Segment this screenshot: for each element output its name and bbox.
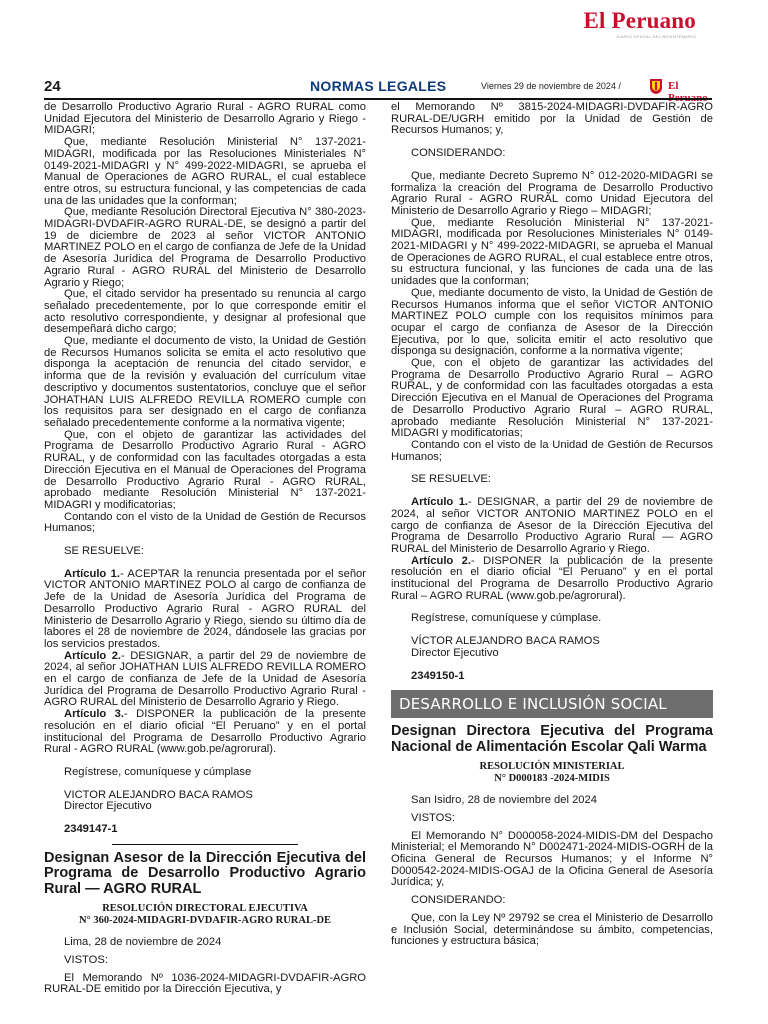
header-logo-text: El xyxy=(668,80,679,92)
el-peruano-logo: El Peruano xyxy=(583,8,696,33)
article-2 xyxy=(391,556,713,603)
paragraph: Que, con la Ley Nº 29792 se crea el Ministerio de Desarrollo e Inclusión Social, determinándose su ámbito, competencias, funciones y estructura básica; xyxy=(391,911,713,948)
paragraph: El Memorando N° D000058-2024-MIDIS-DM del Despacho Ministerial; el Memorando N° D002471-2024-MIDIS-OGRH de la Oficina General de Recursos Humanos; y el Informe N° D000542-2024-MIDIS-OGAJ de la Oficina General de Asesoría Jurídica; y, xyxy=(391,829,713,889)
article-3 xyxy=(44,709,366,756)
document-number: 2349147-1 xyxy=(64,823,118,836)
resolution-number: N° 360-2024-MIDAGRI-DVDAFIR-AGRO RURAL-DE xyxy=(78,914,332,926)
article-1 xyxy=(391,497,713,556)
paragraph: Contando con el visto de la Unidad de Gestión de Recursos Humanos; xyxy=(44,510,366,535)
article-label: Artículo 2. xyxy=(411,554,472,567)
article-label: Artículo 2. xyxy=(64,649,122,662)
article-text: - DESIGNAR, a partir del 29 de noviembre de 2024, al señor VICTOR ANTONIO MARTINEZ POLO en el cargo de confianza de Asesor de la Dirección Ejecutiva del Programa de Desarrollo Productivo Agrario Rural — AGRO RURAL del Ministerio de Desarrollo Agrario y Riego. xyxy=(391,496,713,555)
paragraph: Que, mediante Resolución Ministerial N° 137-2021-MIDAGRI, modificada por Resoluciones Ministeriales N° 0149-2021-MIDAGRI y N° 499-2022-MIDAGRI, se aprueba el Manual de Operaciones de AGRO RURAL, el cual establece entre otros, su estructura funcional, y las funciones de cada una de las unidades que la conforman; xyxy=(391,216,713,288)
place-date: Lima, 28 de noviembre de 2024 xyxy=(64,936,222,949)
article-text: - ACEPTAR la renuncia presentada por el señor VICTOR ANTONIO MARTINEZ POLO al cargo de confianza de Jefe de la Unidad de Asesoría Jurídica del Programa de Desarrollo Productivo Agrario Rural - AGRO RURAL del Ministerio de Desarrollo Agrario y Riego, siendo su último día de labores el 28 de noviembre de 2024, dándosele las gracias por los servicios prestados. xyxy=(44,567,367,650)
paragraph: Que, con el objeto de garantizar las actividades del Programa de Desarrollo Productivo Agrario Rural - AGRO RURAL, y de conformidad con las facultades otorgadas a esta Dirección Ejecutiva en el Manual de Operaciones del Programa de Desarrollo Productivo Agrario Rural - AGRO RURAL, aprobado mediante Resolución Ministerial N° 137-2021-MIDAGRI y modificatorias; xyxy=(44,428,366,511)
closing-formula: Regístrese, comuníquese y cúmplase. xyxy=(411,612,602,625)
paragraph: Que, mediante Resolución Ministerial N° 137-2021-MIDAGRI, modificada por las Resoluciones Ministeriales N° 0149-2021-MIDAGRI y N° 499-2022-MIDAGRI, se aprueba el Manual de Operaciones de AGRO RURAL, el cual establece entre otros, su estructura funcional, y las competencias de cada una de las unidades que la conforman; xyxy=(44,136,366,207)
section-banner: DESARROLLO E INCLUSIÓN SOCIAL xyxy=(391,690,713,718)
coat-of-arms-icon xyxy=(647,77,665,95)
paragraph: Que, mediante documento de visto, la Unidad de Gestión de Recursos Humanos informa que el señor VICTOR ANTONIO MARTINEZ POLO cumple con los requisitos mínimos para ocupar el cargo de confianza de Asesor de la Dirección Ejecutiva, por lo que, solicita emitir el acto resolutivo que disponga su designación, conforme a la normativa vigente; xyxy=(391,286,713,358)
document-title: Designan Directora Ejecutiva del Programa Nacional de Alimentación Escolar Qali Warma xyxy=(391,723,713,755)
place-date: San Isidro, 28 de noviembre del 2024 xyxy=(411,794,597,807)
paragraph: Que, el citado servidor ha presentado su renuncia al cargo señalado precedentemente, por lo que corresponde emitir el acto resolutivo correspondiente, y designar al profesional que desempeñará dicho cargo; xyxy=(44,288,366,336)
resolves-heading: SE RESUELVE: xyxy=(411,473,491,486)
page-header xyxy=(44,76,712,98)
document-number: 2349150-1 xyxy=(411,669,465,682)
paragraph: Que, mediante el documento de visto, la Unidad de Gestión de Recursos Humanos solicita se emita el acto resolutivo que disponga la aceptación de renuncia del citado servidor, e informa que de la revisión y evaluación del currículum vitae descriptivo y documentos sustentatorios, concluye que el señor JOHATHAN LUIS ALFREDO REVILLA ROMERO cumple con los requisitos para ser designado en el cargo de confianza señalado precedentemente conforme a la normativa vigente; xyxy=(44,335,366,429)
resolution-heading: RESOLUCIÓN MINISTERIAL xyxy=(479,761,625,773)
signer-title: Director Ejecutivo xyxy=(64,800,152,813)
document-title: Designan Asesor de la Dirección Ejecutiva del Programa de Desarrollo Productivo Agrario Rural — AGRO RURAL xyxy=(44,849,366,897)
signer-name: VÍCTOR ALEJANDRO BACA RAMOS xyxy=(411,635,600,648)
signer-name: VICTOR ALEJANDRO BACA RAMOS xyxy=(64,788,253,801)
resolves-heading: SE RESUELVE: xyxy=(64,545,144,558)
article-1 xyxy=(44,569,366,651)
vistos-heading: VISTOS: xyxy=(411,811,455,824)
resolution-number: N° D000183 -2024-MIDIS xyxy=(494,772,610,784)
issue-date: Viernes 29 de noviembre de 2024 / xyxy=(481,81,621,91)
paragraph: El Memorando Nº 1036-2024-MIDAGRI-DVDAFIR-AGRO RURAL-DE emitido por la Dirección Ejecutiva, y xyxy=(44,971,366,996)
considerando-heading: CONSIDERANDO: xyxy=(411,894,506,907)
article-label: Artículo 3. xyxy=(64,708,125,721)
right-column xyxy=(391,102,713,948)
section-divider xyxy=(112,844,298,845)
article-label: Artículo 1. xyxy=(64,567,120,580)
article-2 xyxy=(44,651,366,710)
left-column xyxy=(44,102,366,996)
resolution-heading: RESOLUCIÓN DIRECTORAL EJECUTIVA xyxy=(102,903,308,915)
logo-tagline: DIARIO OFICIAL DEL BICENTENARIO xyxy=(616,34,696,39)
paragraph: Que, mediante Decreto Supremo N° 012-2020-MIDAGRI se formaliza la creación del Programa de Desarrollo Productivo Agrario Rural - AGRO RURAL como Unidad Ejecutora del Ministerio de Desarrollo Agrario y Riego – MIDAGRI; xyxy=(391,169,713,217)
paragraph: Que, con el objeto de garantizar las actividades del Programa de Desarrollo Productivo Agrario Rural – AGRO RURAL, y de conformidad con las facultades otorgadas a esta Dirección Ejecutiva en el Manual de Operaciones del Programa de Desarrollo Productivo Agrario Rural – AGRO RURAL, aprobado mediante Resolución Ministerial N° 137-2021-MIDAGRI y modificatorias; xyxy=(391,357,713,440)
section-title: NORMAS LEGALES xyxy=(310,78,447,94)
article-text: - DISPONER la publicación de la presente resolución en el diario oficial “El Peruano” y en el portal institucional del Programa de Desarrollo Productivo Agrario Rural – AGRO RURAL (www.gob.pe/agrorural). xyxy=(391,554,714,602)
closing-formula: Regístrese, comuníquese y cúmplase xyxy=(64,765,252,778)
page-number: 24 xyxy=(44,78,61,95)
article-label: Artículo 1. xyxy=(411,496,469,509)
paragraph: Contando con el visto de la Unidad de Gestión de Recursos Humanos; xyxy=(391,438,713,463)
header-rule xyxy=(44,98,712,100)
vistos-heading: VISTOS: xyxy=(64,953,108,966)
considerando-heading: CONSIDERANDO: xyxy=(411,147,506,160)
signer-title: Director Ejecutivo xyxy=(411,646,499,659)
paragraph: de Desarrollo Productivo Agrario Rural - AGRO RURAL como Unidad Ejecutora del Ministerio de Desarrollo Agrario y Riego - MIDAGRI; xyxy=(44,101,366,137)
article-text: - DESIGNAR, a partir del 29 de noviembre de 2024, al señor JOHATHAN LUIS ALFREDO REVILLA ROMERO en el cargo de confianza de Jefe de la Unidad de Asesoría Jurídica del Programa de Desarrollo Productivo Agrario Rural - AGRO RURAL del Ministerio de Desarrollo Agrario y Riego. xyxy=(44,649,366,709)
article-text: - DISPONER la publicación de la presente resolución en el diario oficial “El Peruano” y en el portal institucional del Programa de Desarrollo Productivo Agrario Rural - AGRO RURAL (www.gob.pe/agrorural). xyxy=(44,708,367,756)
paragraph: el Memorando Nº 3815-2024-MIDAGRI-DVDAFIR-AGRO RURAL-DE/UGRH emitido por la Unidad de Gestión de Recursos Humanos; y, xyxy=(391,101,713,137)
paragraph: Que, mediante Resolución Directoral Ejecutiva N° 380-2023-MIDAGRI-DVDAFIR-AGRO RURAL-DE, se designó a partir del 19 de diciembre de 2023 al señor VICTOR ANTONIO MARTINEZ POLO en el cargo de confianza de Jefe de la Unidad de Asesoría Jurídica del Programa de Desarrollo Productivo Agrario Rural - AGRO RURAL del Ministerio de Desarrollo Agrario y Riego; xyxy=(44,206,366,289)
masthead xyxy=(0,0,768,72)
